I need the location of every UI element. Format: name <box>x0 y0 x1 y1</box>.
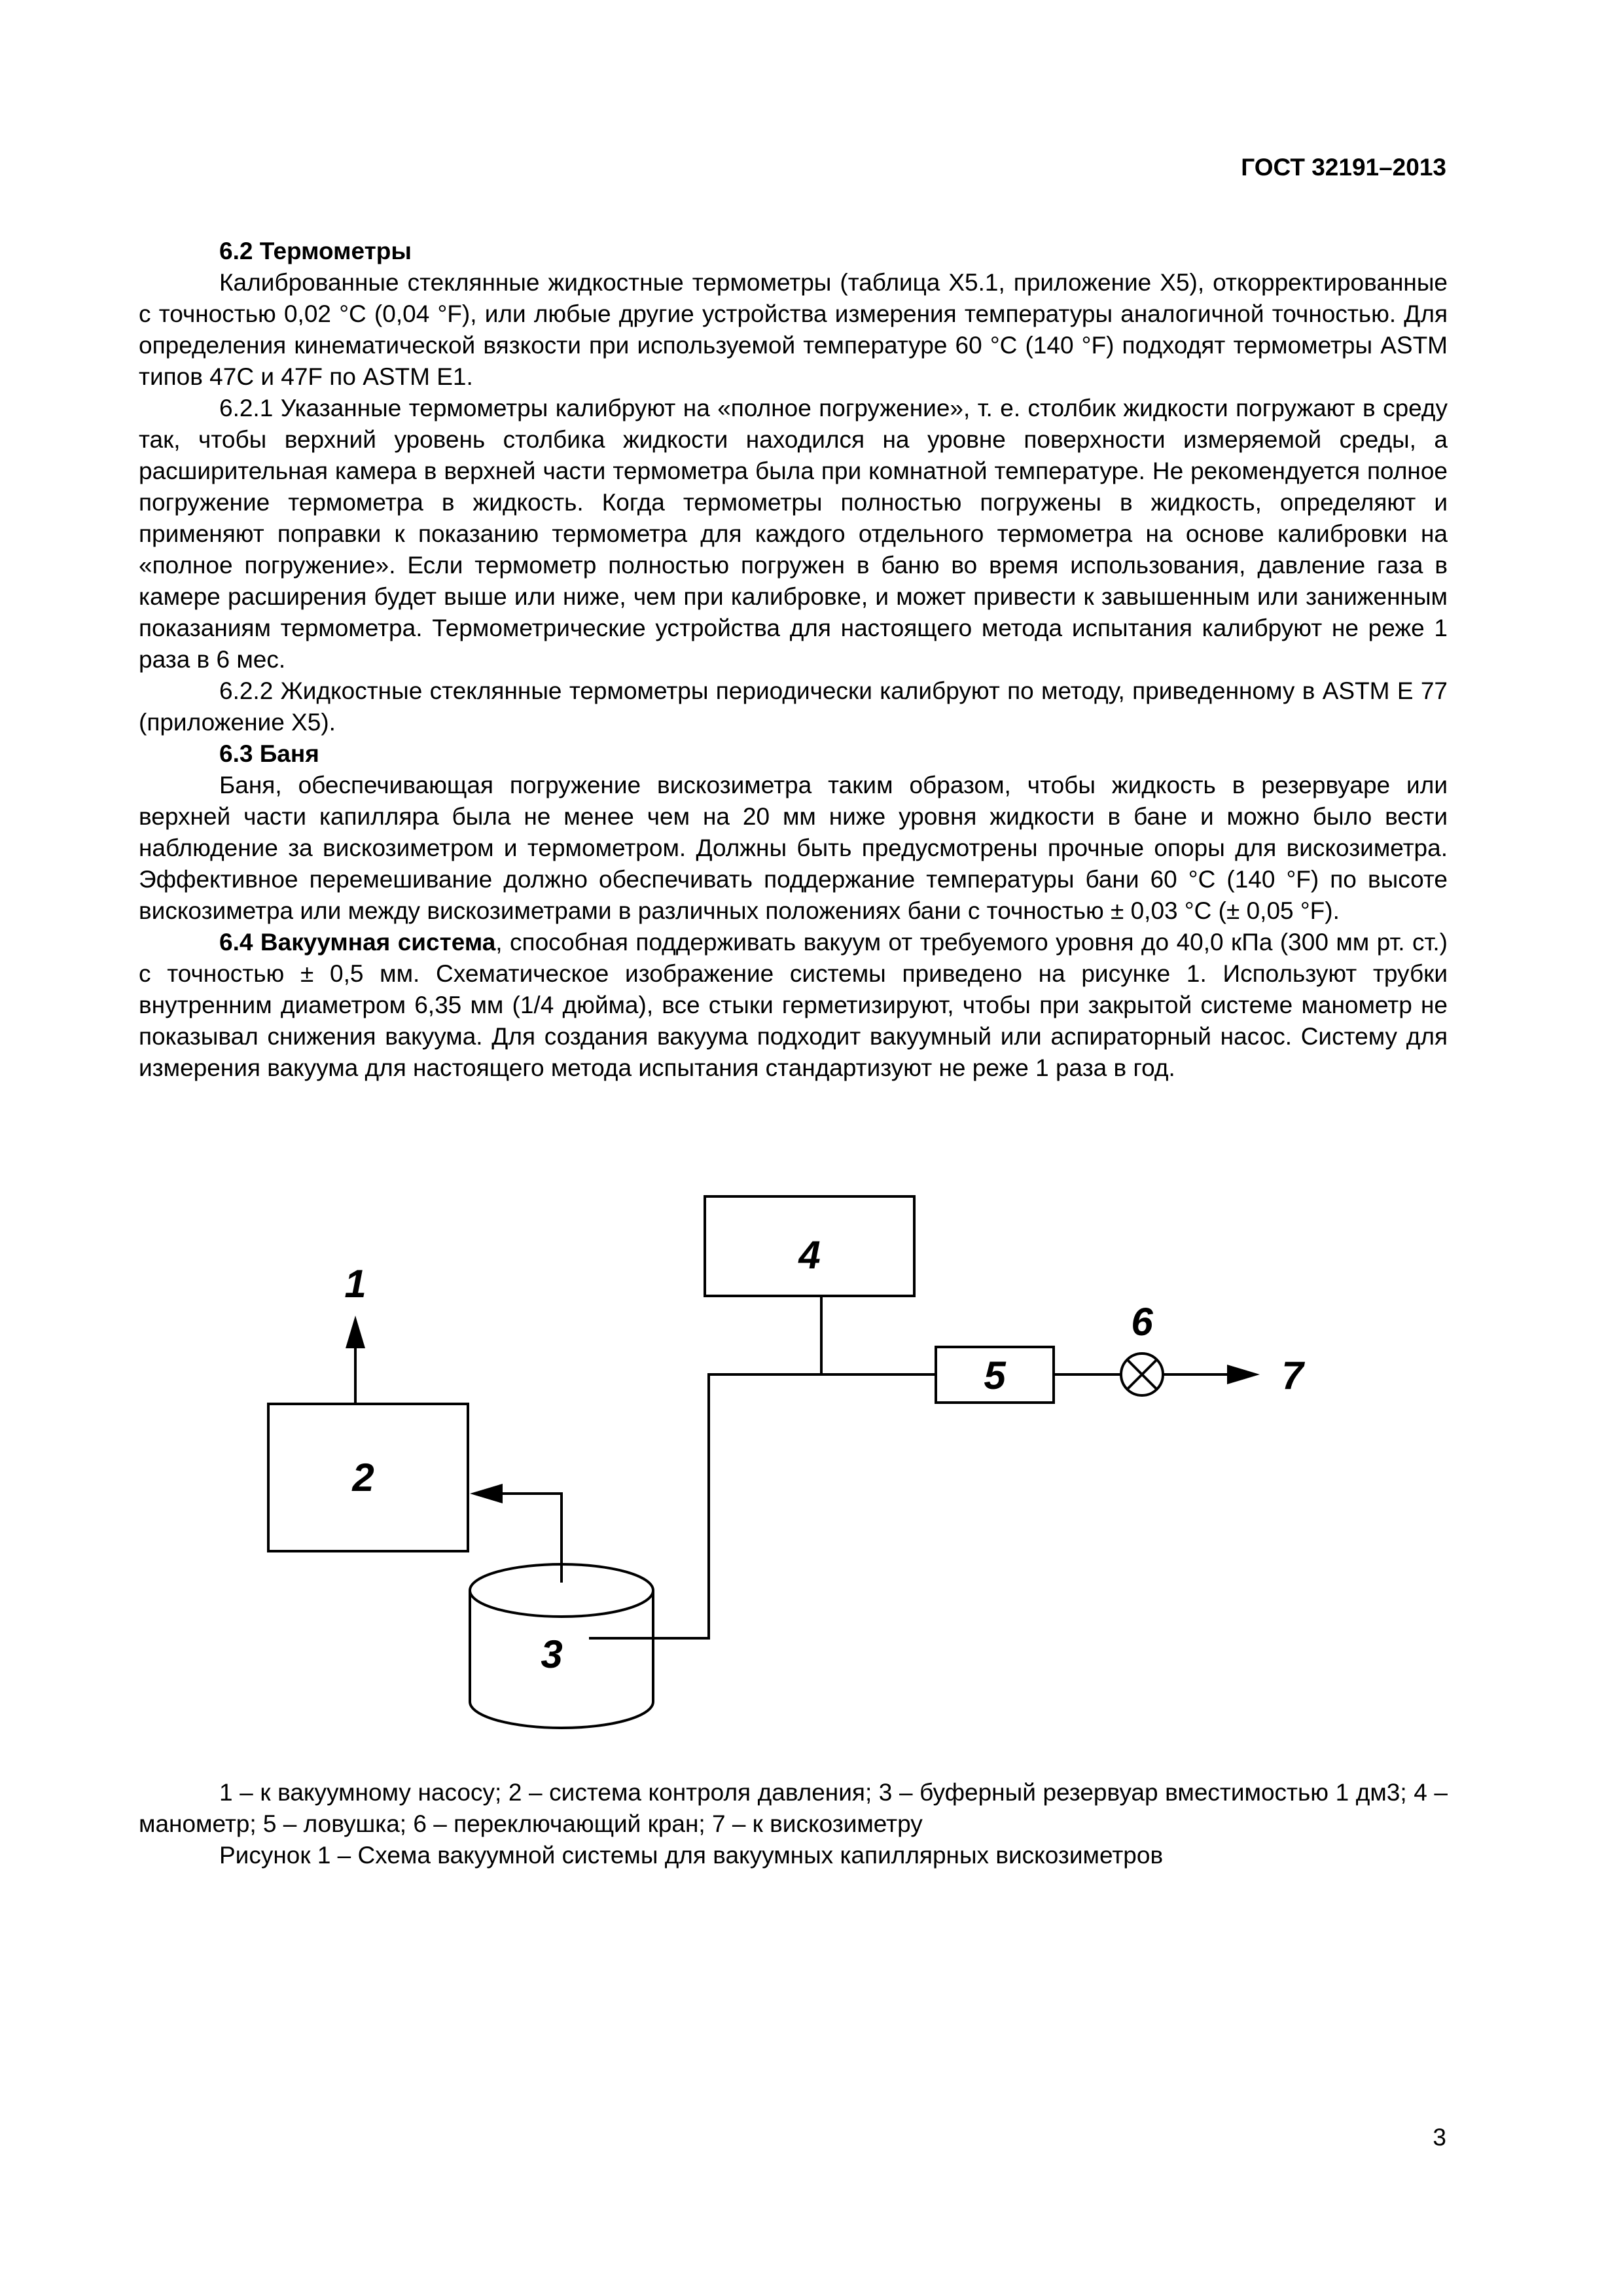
valve-cross-a <box>1127 1359 1157 1390</box>
paragraph-6-2-1: 6.2.1 Указанные термометры калибруют на «полное погружение», т. е. столбик жидкости погружают в среду так, чтобы верхний уровень столбика жидкости находился на уровне поверхности измеряемой среды, а расширительная камера в верхней части термометра была при комнатной температуре. Не рекомендуется полное погружение термометра в жидкость. Когда термометры полностью погружены в жидкость, определяют и применяют поправки к показанию термометра для каждого отдельного термометра на основе калибровки на «полное погружение». Если термометр полностью погружен в баню во время использования, давление газа в камере расширения будет выше или ниже, чем при калибровке, и может привести к завышенным или заниженным показаниям термометра. Термометрические устройства для настоящего метода испытания калибруют не реже 1 раза в 6 мес. <box>139 395 1448 673</box>
section-heading-6-2: 6.2 Термометры <box>219 238 412 264</box>
section-heading-6-3: 6.3 Баня <box>219 740 319 767</box>
tank-top <box>470 1564 653 1617</box>
document-body <box>139 236 1448 1084</box>
paragraph-6-3: Баня, обеспечивающая погружение вискозиметра таким образом, чтобы жидкость в резервуаре или верхней части капилляра была не менее чем на 20 мм ниже уровня жидкости в бане и можно было вести наблюдение за вискозиметром и термометром. Должны быть предусмотрены прочные опоры для вискозиметра. Эффективное перемешивание должно обеспечивать поддержание температуры бани 60 °C (140 °F) по высоте вискозиметра или между вискозиметрами в различных положениях бани с точностью ± 0,03 °C (± 0,05 °F). <box>139 772 1448 924</box>
figure-caption: Рисунок 1 – Схема вакуумной системы для вакуумных капиллярных вискозиметров <box>219 1842 1164 1869</box>
box-trap <box>936 1347 1054 1403</box>
figure-legend: 1 – к вакуумному насосу; 2 – система контроля давления; 3 – буферный резервуар вместимостью 1 дм3; 4 – манометр; 5 – ловушка; 6 – переключающий кран; 7 – к вискозиметру <box>139 1779 1448 1837</box>
valve-circle <box>1121 1354 1163 1395</box>
valve-cross-b <box>1127 1359 1157 1390</box>
label-6: 6 <box>1131 1300 1153 1344</box>
paragraph-6-4 <box>139 927 1448 1084</box>
label-7: 7 <box>1281 1354 1304 1397</box>
paragraph-6-2-2: 6.2.2 Жидкостные стеклянные термометры периодически калибруют по методу, приведенному в ASTM E 77 (приложение X5). <box>139 677 1448 736</box>
figure-legend-block <box>139 1777 1448 1871</box>
paragraph-6-4-text: , способная поддерживать вакуум от требуемого уровня до 40,0 кПа (300 мм рт. ст.) с точностью ± 0,5 мм. Схематическое изображение системы приведено на рисунке 1. Используют трубки внутренним диаметром 6,35 мм (1/4 дюйма), все стыки герметизируют, чтобы при закрытой системе манометр не показывал снижения вакуума. Для создания вакуума подходит вакуумный или аспираторный насос. Систему для измерения вакуума для настоящего метода испытания стандартизуют не реже 1 раза в год. <box>139 929 1448 1081</box>
label-3: 3 <box>541 1632 563 1676</box>
section-heading-6-4: 6.4 Вакуумная система <box>219 929 496 956</box>
label-4: 4 <box>798 1233 821 1277</box>
document-header: ГОСТ 32191–2013 <box>1241 154 1446 181</box>
paragraph-6-2: Калиброванные стеклянные жидкостные термометры (таблица X5.1, приложение X5), откорректированные с точностью 0,02 °C (0,04 °F), или любые другие устройства измерения температуры аналогичной точностью. Для определения кинематической вязкости при используемой температуре 60 °C (140 °F) подходят термометры ASTM типов 47C и 47F по ASTM E1. <box>139 269 1448 390</box>
label-2: 2 <box>352 1456 374 1499</box>
line-tank-to-control <box>497 1494 562 1583</box>
box-manometer <box>705 1196 914 1296</box>
tank-body <box>470 1590 653 1728</box>
arrowhead-right <box>1227 1365 1260 1384</box>
arrowhead-left <box>470 1484 503 1503</box>
line-tank-to-trap <box>589 1374 936 1638</box>
label-1: 1 <box>344 1262 366 1306</box>
label-5: 5 <box>984 1354 1006 1397</box>
box-pressure-control <box>268 1404 468 1551</box>
arrowhead-up <box>346 1316 365 1348</box>
page-number: 3 <box>1433 2124 1446 2151</box>
